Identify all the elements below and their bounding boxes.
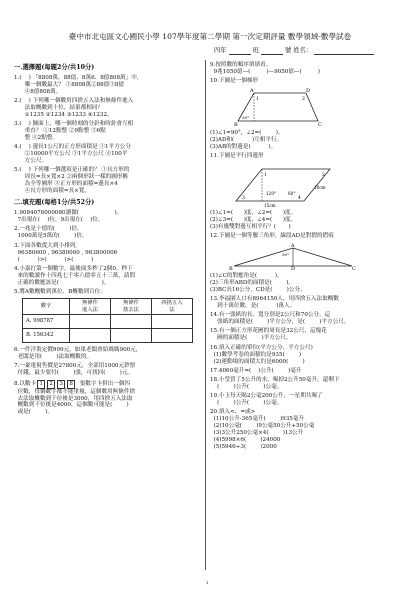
fill-question-1: 1.9084076000080讀做( )。 7出現在( )位，9出現在( )位。 [14,210,123,224]
table-header: 數字 [23,298,70,314]
vertex-label: C [352,265,356,270]
vertex-label: C [318,122,322,128]
fill-question-18: 18.小瑩買了5公升的水，喝掉2公升50毫升，還剩下 ( )公升( )公毫。 [210,376,340,390]
fill-question-5: 5.將A數概數到萬位、B概數到百位： [14,288,106,295]
page-title: 臺中市北屯區文心國民小學 107學年度第二學期 第一次定期評量 數學領域-數學試卷 [68,32,352,41]
angle-label: 2 [302,97,305,103]
seat-label: 號 [284,47,292,55]
digit-card: 1 [37,380,45,389]
table-header: 無條件 捨去法 [111,298,152,314]
choice-question-2: 2.( ) 下列哪一個數用四捨五入法和無條件進入 法取概數到十位，結果都相同？ ①1235 ②1234 ③1233 ④1232。 [14,98,134,118]
vertex-label: A [291,242,295,249]
angle-label: 60° [288,190,296,196]
q11-parts: (1)∠1=( )度，∠2=( )度。 (2)∠3=( )度，∠4=( )度。 (3)有幾雙對邊互相平行？( ) [210,209,297,230]
q10-parts: (1)∠1=90°，∠2=( )。 (2)AD和( )互相平行。 (3)AB的對邊是( )。 [210,130,284,151]
right-column [210,62,410,453]
answer-cell[interactable] [152,315,193,329]
table-header: 無條件 進入法 [70,298,111,314]
q12-parts: (1)∠C的對應角是( )。 (2)三角形ABD的面積是( )。 (3)BC長16公分，CD是( )公分。 [210,272,306,293]
choice-question-1: 1.( ) 「8808萬、88億、8萬6、8億808萬」中， 哪一個數最大？ ①8808萬②88億③8億 ④8億808萬。 [14,74,143,95]
fill-question-11: 11.下圖是平行四邊形 [210,153,264,160]
angle-label: 4 [298,195,301,201]
q8-prefix: 8.以數卡 [14,380,37,387]
vertex-label: A [250,88,254,95]
grade-label: 四年 [214,47,227,55]
class-label: 班 [252,47,259,55]
angle-label: 30° [282,251,290,257]
fill-question-19: 19.小玉每天喝2公毫200公升，一星期共喝了 ( )公升( )公毫。 [210,393,323,407]
fill-question-3: 3.下面各數從大到小排列。 96380600 , 96380060 , 963800006 ( )>( )>( ) [14,242,118,263]
q8-body: 張數字卡拼出一個四 位數，每個數字都不能重複，這個數用無條件捨 去法取概數到千位後是3000，用四捨五入法取 概數到千位後是4000，這個數可能是( ) 或是( )。 [17,380,136,416]
choice-question-3: 3.( ) 鐘面上，哪一個時刻的分針和時針會互相 重直？ ①12點整 ②9點整 ③6點 整 ④2點整。 [14,121,134,142]
angle-label: 2 [322,172,325,178]
fill-question-7: 7.一臺電視售價是27800元，全部用1000元鈔票 付錢，最少要付( )張，可找回( )元。 [14,363,136,377]
angle-label: 3 [242,195,245,201]
vertex-label: B [229,265,233,270]
table-row [23,315,193,329]
rounding-table [22,298,193,343]
fill-question-14: 14.有一張紙的長、寬分別是2公尺和70公分，這 張紙的面積是( )平方公分，是( )平方公尺。 [210,312,350,326]
vertex-label: D [291,265,296,270]
fill-question-6: 6.一件洋裝定價999元，如果老闆會給媽媽900元， 老闆是用( )法取概數的。 [14,347,142,361]
side-label: 15cm [264,202,276,207]
choice-question-5: 5.( ) 下列哪一個選項是正確的？ ①長方形的 周長=長×寬×2 ②兩個形狀一樣的圖形稱 為全等圖形 ③正方形的面積=邊長×4 ④長方形的面積=長×寬。 [14,167,130,195]
angle-label: 1 [264,172,267,178]
vertex-label: D [306,88,311,95]
choice-question-4: 4.( ) 邊長1公尺的正方形面積是 ①1平方公分 ②10000平方公尺 ③1平方公尺 ④100平 方公尺。 [14,144,131,165]
fill-question-20: 20.填入<、=或> (1)10公升-365毫升( )935毫升 (2)10公毫( )9公毫50公升+50公毫 (3)3公升250公毫×4( )13公升 (4)5998×6( )24000 (5)5946÷3( )2000 [210,409,315,451]
table-header: 四捨五入 法 [152,298,193,314]
isosceles-triangle-figure [228,242,358,270]
name-label: 姓名： [293,47,313,55]
angle-label: 120° [266,190,277,196]
name-blank[interactable] [314,47,374,55]
angle-label: 1 [256,97,259,103]
fill-question-4: 4.小嘉打第一個數字，最後面多秒了2個0，秒下 來的數讀作十四兆七千零六億零五十三萬，請問 正確的數應該是( )。 [14,265,136,286]
table-cell: B. 156342 [23,329,70,343]
vertex-label: B [234,122,238,128]
fill-question-13: 13.李福園人口有8964150人，用四捨五入法取概數 到十萬位數，是( )萬人。 [210,296,339,310]
column-divider [205,60,206,570]
answer-cell[interactable] [111,315,152,329]
fill-question-17: 17.4060毫升=( )公升( )毫升 [210,367,302,374]
answer-cell[interactable] [70,329,111,343]
seat-blank[interactable] [261,47,283,55]
page-number: 1 [206,580,209,585]
table-cell: A. 998787 [23,315,70,329]
fill-question-12: 12.下圖是一個等腰三角形，線段AD是對摺的摺痕 [210,232,334,239]
angle-label: 30° [242,115,250,121]
side-label: 10cm [314,184,326,190]
left-column [14,62,202,419]
table-row [23,329,193,343]
class-blank[interactable] [229,47,251,55]
answer-cell[interactable] [111,329,152,343]
section-choice-title: 一.選擇題(每題2分/共10分) [14,64,95,71]
fill-question-8 [14,380,202,417]
section-fill-title: 二.填充題(每格1分/共52分) [14,199,95,207]
fill-question-16: 16.填入正確的單位(平方公分、平方公尺) (1)數學考卷的面積約是935( ) (2)運動場的面積大約是6000( ) [210,344,313,365]
trapezoid-figure [228,87,328,127]
fill-question-9: 9.按照數的順序填填看。 9兆1050億—( )—9050億—( ) [210,62,320,75]
student-info [214,47,374,55]
fill-question-10: 10.下圖是一個梯形 [210,78,259,85]
answer-cell[interactable] [70,315,111,329]
answer-cell[interactable] [152,329,193,343]
digit-card: 8 [67,380,75,389]
digit-card: 3 [57,380,65,389]
parallelogram-figure [228,163,338,207]
fill-question-15: 15.有一個正方形花圃的周長是32公尺，這塊花 圃的面積是( )平方公尺。 [210,328,327,342]
fill-question-2: 2.一兆是十億的( )倍。 1000萬是5萬的( )倍。 [14,226,88,240]
digit-card: 2 [47,380,55,389]
